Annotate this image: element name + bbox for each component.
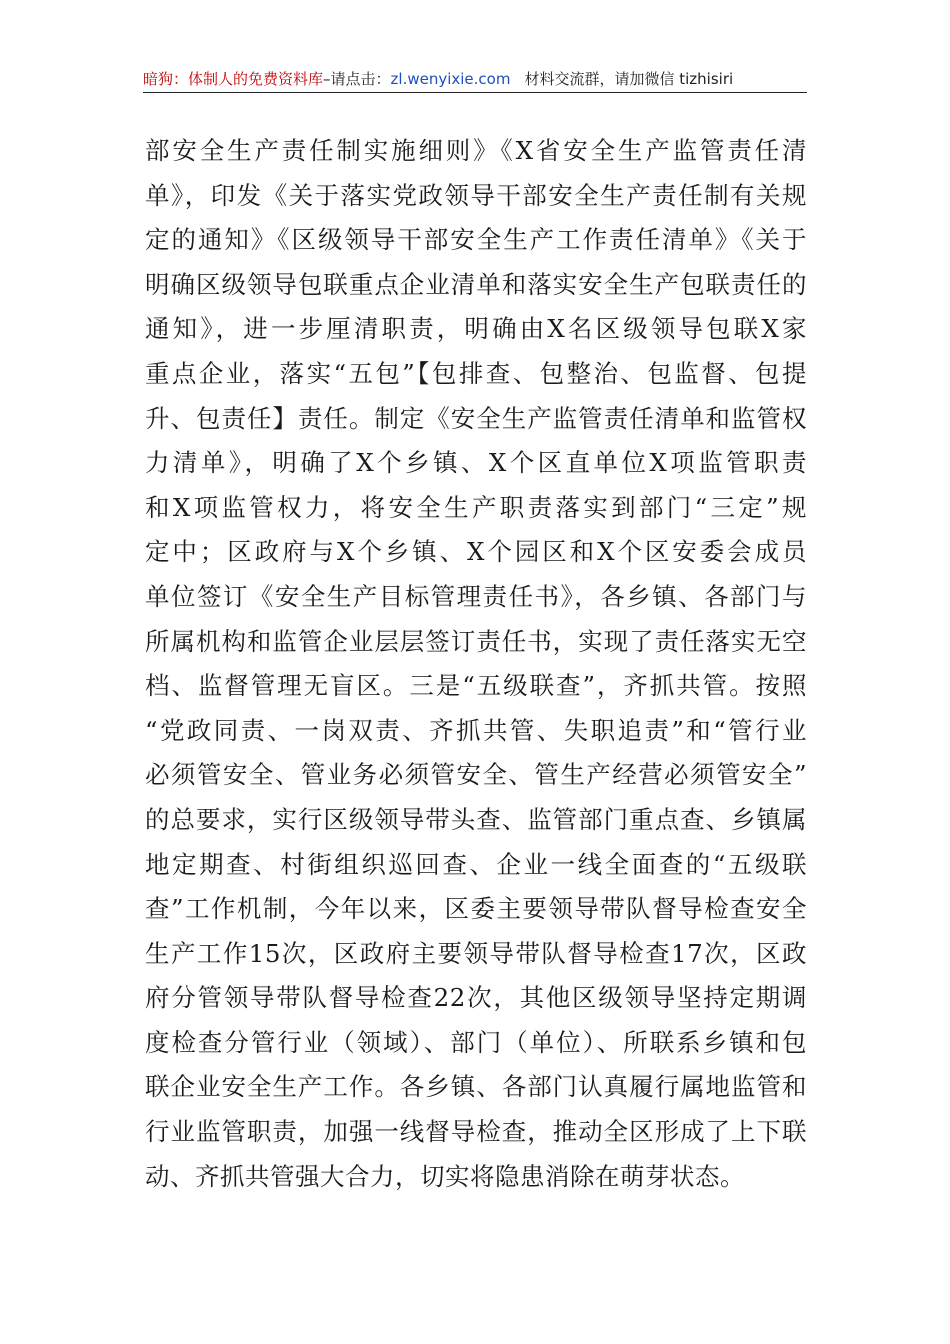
text-line: 档、监督管理无盲区。三是“五级联查”，齐抓共管。按照 bbox=[145, 671, 807, 701]
text-line: 重点企业，落实“五包”【包排查、包整治、包监督、包提 bbox=[145, 358, 807, 388]
text-line: 升、包责任】责任。制定《安全生产监管责任清单和监管权 bbox=[145, 403, 807, 433]
text-line: “党政同责、一岗双责、齐抓共管、失职追责”和“管行业 bbox=[145, 715, 807, 745]
text-line: 必须管安全、管业务必须管安全、管生产经营必须管安全” bbox=[145, 760, 807, 790]
text-line: 单位签订《安全生产目标管理责任书》，各乡镇、各部门与 bbox=[145, 581, 807, 611]
header-brand: 暗狗：体制人的免费资料库 bbox=[143, 70, 324, 88]
text-line: 行业监管职责，加强一线督导检查，推动全区形成了上下联 bbox=[145, 1117, 807, 1147]
text-line: 力清单》，明确了X个乡镇、X个区直单位X项监管职责 bbox=[145, 448, 807, 478]
text-line: 单》，印发《关于落实党政领导干部安全生产责任制有关规 bbox=[145, 180, 807, 210]
document-body bbox=[145, 129, 807, 1199]
text-line: 度检查分管行业（领域）、部门（单位）、所联系乡镇和包 bbox=[145, 1027, 807, 1057]
text-line: 定的通知》《区级领导干部安全生产工作责任清单》《关于 bbox=[145, 225, 807, 255]
header-contact: 材料交流群，请加微信 tizhisiri bbox=[524, 70, 734, 88]
text-line: 生产工作15次，区政府主要领导带队督导检查17次，区政 bbox=[145, 938, 807, 968]
text-line: 和X项监管权力，将安全生产职责落实到部门“三定”规 bbox=[145, 492, 807, 522]
text-line: 府分管领导带队督导检查22次，其他区级领导坚持定期调 bbox=[145, 983, 807, 1013]
text-line: 明确区级领导包联重点企业清单和落实安全生产包联责任的 bbox=[145, 269, 807, 299]
text-line: 联企业安全生产工作。各乡镇、各部门认真履行属地监管和 bbox=[145, 1072, 807, 1102]
text-line: 定中；区政府与X个乡镇、X个园区和X个区安委会成员 bbox=[145, 537, 807, 567]
header-separator: –请点击： bbox=[323, 70, 391, 88]
header-link[interactable]: zl.wenyixie.com bbox=[390, 70, 511, 88]
text-line: 所属机构和监管企业层层签订责任书，实现了责任落实无空 bbox=[145, 626, 807, 656]
text-line: 动、齐抓共管强大合力，切实将隐患消除在萌芽状态。 bbox=[145, 1161, 745, 1191]
text-line: 部安全生产责任制实施细则》《X省安全生产监管责任清 bbox=[145, 136, 807, 165]
text-line: 地定期查、村街组织巡回查、企业一线全面查的“五级联 bbox=[145, 849, 807, 879]
page-header bbox=[143, 68, 807, 93]
text-line: 查”工作机制，今年以来，区委主要领导带队督导检查安全 bbox=[145, 894, 807, 924]
text-line: 的总要求，实行区级领导带头查、监管部门重点查、乡镇属 bbox=[145, 804, 807, 834]
text-line: 通知》，进一步厘清职责，明确由X名区级领导包联X家 bbox=[145, 314, 807, 344]
